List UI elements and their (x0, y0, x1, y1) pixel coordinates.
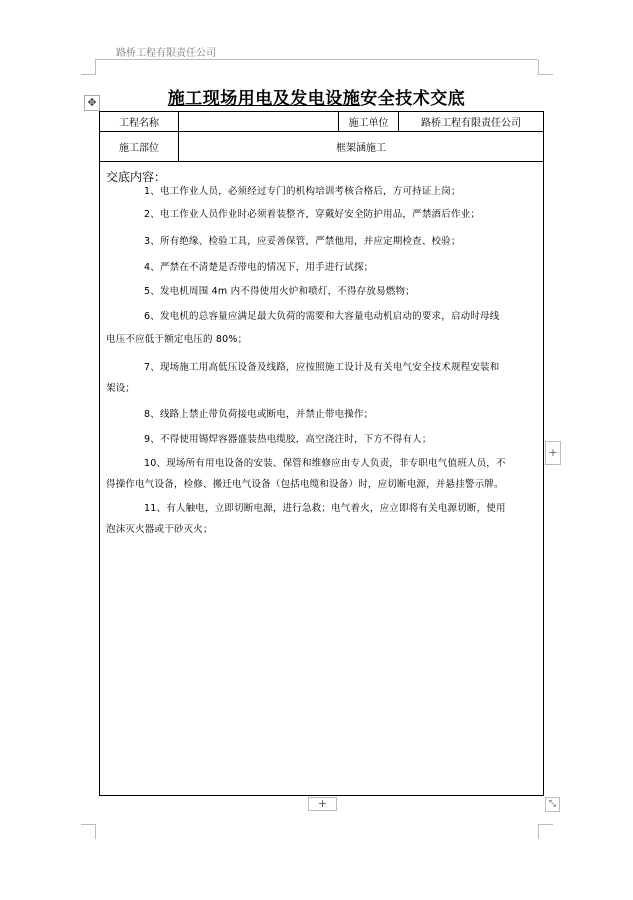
header-divider (95, 59, 538, 60)
margin-corner-bottom-right (538, 824, 553, 839)
unit-value[interactable]: 路桥工程有限责任公司 (421, 118, 521, 129)
location-value[interactable]: 框架涵施工 (336, 143, 386, 154)
briefing-table (99, 111, 544, 796)
page-header-company: 路桥工程有限责任公司 (116, 48, 216, 59)
table-row-project (100, 112, 543, 132)
content-label: 交底内容： (106, 170, 167, 184)
add-column-plus-icon[interactable]: + (545, 441, 561, 465)
content-item: 7、现场施工用高低压设备及线路，应按照施工设计及有关电气安全技术规程安装和 架设； (106, 362, 500, 394)
document-title (0, 84, 633, 109)
margin-corner-bottom-left (81, 824, 96, 839)
table-resize-icon[interactable]: ⤡ (545, 797, 560, 812)
content-item: 5、发电机周围 4m 内不得使用火炉和喷灯，不得存放易燃物； (144, 286, 415, 297)
margin-corner-top-left (81, 60, 96, 75)
margin-corner-top-right (538, 60, 553, 75)
content-item: 9、不得使用锡焊容器盛装热电缆胶，高空浇注时，下方不得有人； (144, 434, 432, 445)
content-item: 1、电工作业人员，必须经过专门的机构培训考核合格后，方可持证上岗； (144, 186, 461, 197)
content-item: 10、现场所有用电设备的安装、保管和维修应由专人负责，非专职电气值班人员，不 得操作电气设备，检修、搬迁电气设备（包括电缆和设备）时，应切断电源，并悬挂警示牌。 (106, 458, 506, 490)
title-underlined-part: 施工现场用电及发电设施 (167, 89, 361, 109)
content-item: 11、有人触电，立即切断电源，进行急救；电气着火，应立即将有关电源切断，使用 泡沫灭火器或干砂灭火； (106, 503, 506, 535)
table-row-location (100, 132, 543, 162)
add-row-plus-icon[interactable]: + (308, 797, 337, 811)
project-name-value[interactable] (179, 112, 339, 131)
table-move-icon[interactable]: ✥ (84, 95, 100, 111)
content-item: 6、发电机的总容量应满足最大负荷的需要和大容量电动机启动的要求，启动时母线 电压不应低于额定电压的 80%； (106, 311, 500, 345)
content-item: 4、严禁在不清楚是否带电的情况下，用手进行试探； (144, 262, 374, 273)
title-rest: 安全技术交底 (360, 89, 466, 109)
content-item: 8、线路上禁止带负荷接电或断电，并禁止带电操作； (144, 409, 374, 420)
project-name-label: 工程名称 (100, 112, 179, 131)
content-item: 2、电工作业人员作业时必须着装整齐，穿戴好安全防护用品，严禁酒后作业； (144, 209, 481, 220)
content-item: 3、所有绝缘、检验工具，应妥善保管，严禁他用，并应定期检查、校验； (144, 236, 461, 247)
location-label: 施工部位 (100, 132, 179, 161)
unit-label: 施工单位 (339, 112, 399, 131)
